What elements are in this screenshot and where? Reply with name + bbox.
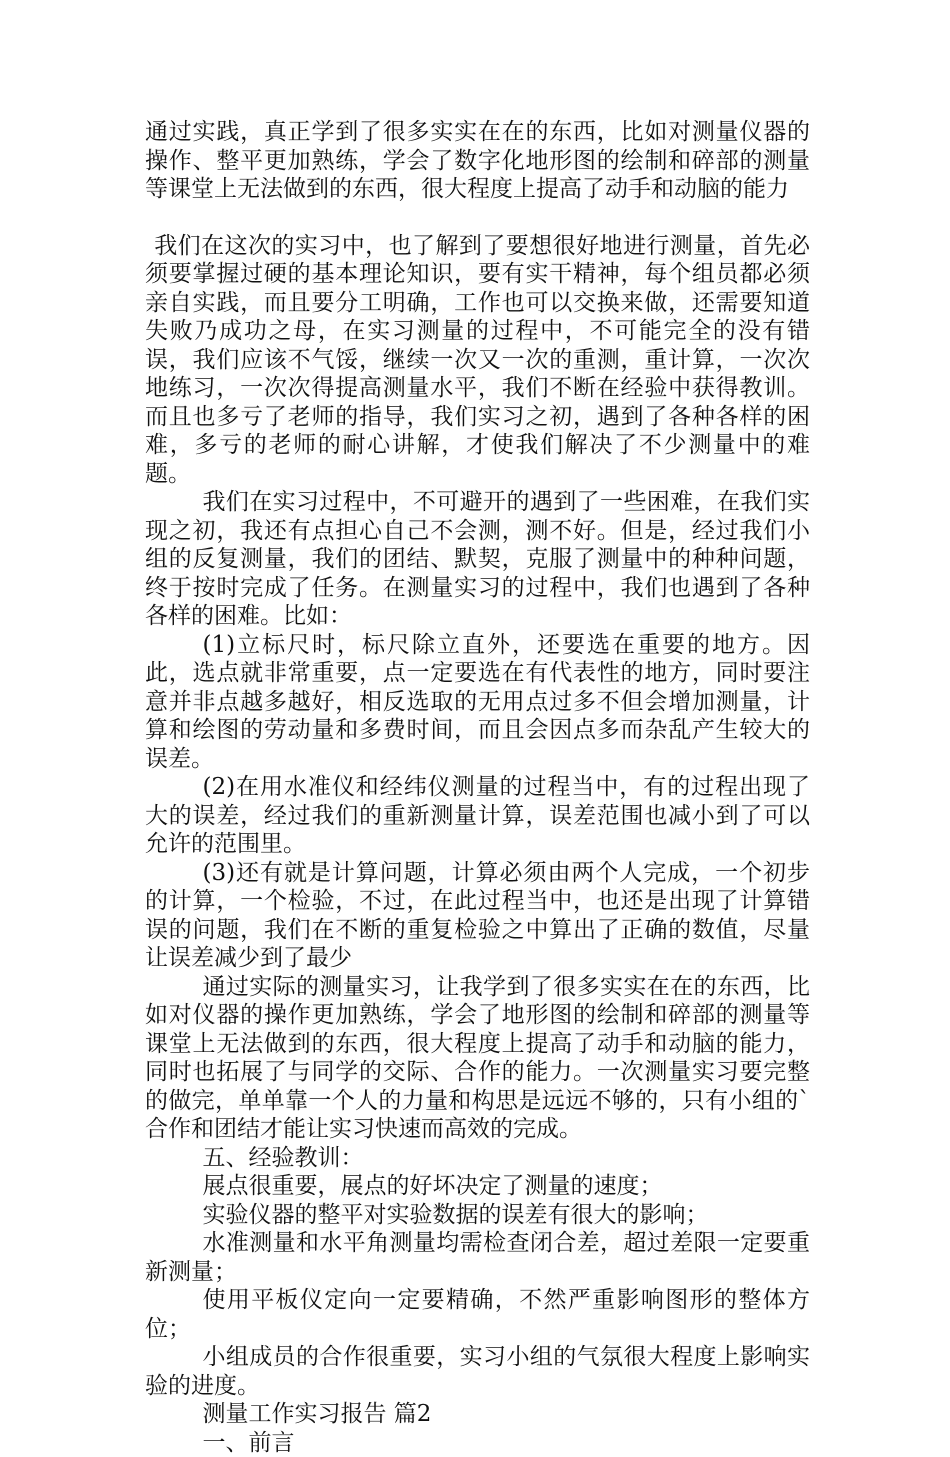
paragraph-conclusion: 通过实际的测量实习，让我学到了很多实实在在的东西，比如对仪器的操作更加熟练，学会了地形图的绘制和碎部的测量等课堂上无法做到的东西，很大程度上提高了动手和动脑的能力，同时也拓展了与同学的交际、合作的能力。一次测量实习要完整的做完，单单靠一个人的力量和构思是远远不够的，只有小组的`合作和团结才能让实习快速而高效的完成。 bbox=[145, 973, 810, 1144]
lesson-item-4: 使用平板仪定向一定要精确，不然严重影响图形的整体方位； bbox=[145, 1286, 810, 1343]
lesson-item-1: 展点很重要，展点的好坏决定了测量的速度； bbox=[145, 1172, 810, 1201]
paragraph-experience: 我们在这次的实习中，也了解到了要想很好地进行测量，首先必须要掌握过硬的基本理论知识，要有实干精神，每个组员都必须亲自实践，而且要分工明确，工作也可以交换来做，还需要知道失败乃成功之母，在实习测量的过程中，不可能完全的没有错误，我们应该不气馁，继续一次又一次的重测，重计算，一次次地练习，一次次得提高测量水平，我们不断在经验中获得教训。而且也多亏了老师的指导，我们实习之初，遇到了各种各样的困难，多亏的老师的耐心讲解，才使我们解决了不少测量中的难题。 bbox=[145, 232, 810, 489]
report-title-part2: 测量工作实习报告 篇2 bbox=[145, 1400, 810, 1429]
list-item-3: (3)还有就是计算问题，计算必须由两个人完成，一个初步的计算，一个检验，不过，在此过程当中，也还是出现了计算错误的问题，我们在不断的重复检验之中算出了正确的数值，尽量让误差减少到了最少 bbox=[145, 859, 810, 973]
section-heading-lessons: 五、经验教训： bbox=[145, 1144, 810, 1173]
document-body bbox=[145, 118, 810, 1457]
list-item-2: (2)在用水准仪和经纬仪测量的过程当中，有的过程出现了大的误差，经过我们的重新测量计算，误差范围也减小到了可以允许的范围里。 bbox=[145, 773, 810, 859]
lesson-item-5: 小组成员的合作很重要，实习小组的气氛很大程度上影响实验的进度。 bbox=[145, 1343, 810, 1400]
section-heading-preface: 一、前言 bbox=[145, 1429, 810, 1457]
lesson-item-2: 实验仪器的整平对实验数据的误差有很大的影响； bbox=[145, 1201, 810, 1230]
paragraph-summary: 通过实践，真正学到了很多实实在在的东西，比如对测量仪器的操作、整平更加熟练，学会了数字化地形图的绘制和碎部的测量等课堂上无法做到的东西，很大程度上提高了动手和动脑的能力 bbox=[145, 118, 810, 204]
lesson-item-3: 水准测量和水平角测量均需检查闭合差，超过差限一定要重新测量； bbox=[145, 1229, 810, 1286]
list-item-1: (1)立标尺时，标尺除立直外，还要选在重要的地方。因此，选点就非常重要，点一定要选在有代表性的地方，同时要注意并非点越多越好，相反选取的无用点过多不但会增加测量，计算和绘图的劳动量和多费时间，而且会因点多而杂乱产生较大的误差。 bbox=[145, 631, 810, 774]
paragraph-difficulties: 我们在实习过程中，不可避开的遇到了一些困难，在我们实现之初，我还有点担心自己不会测，测不好。但是，经过我们小组的反复测量，我们的团结、默契，克服了测量中的种种问题，终于按时完成了任务。在测量实习的过程中，我们也遇到了各种各样的困难。比如： bbox=[145, 488, 810, 631]
